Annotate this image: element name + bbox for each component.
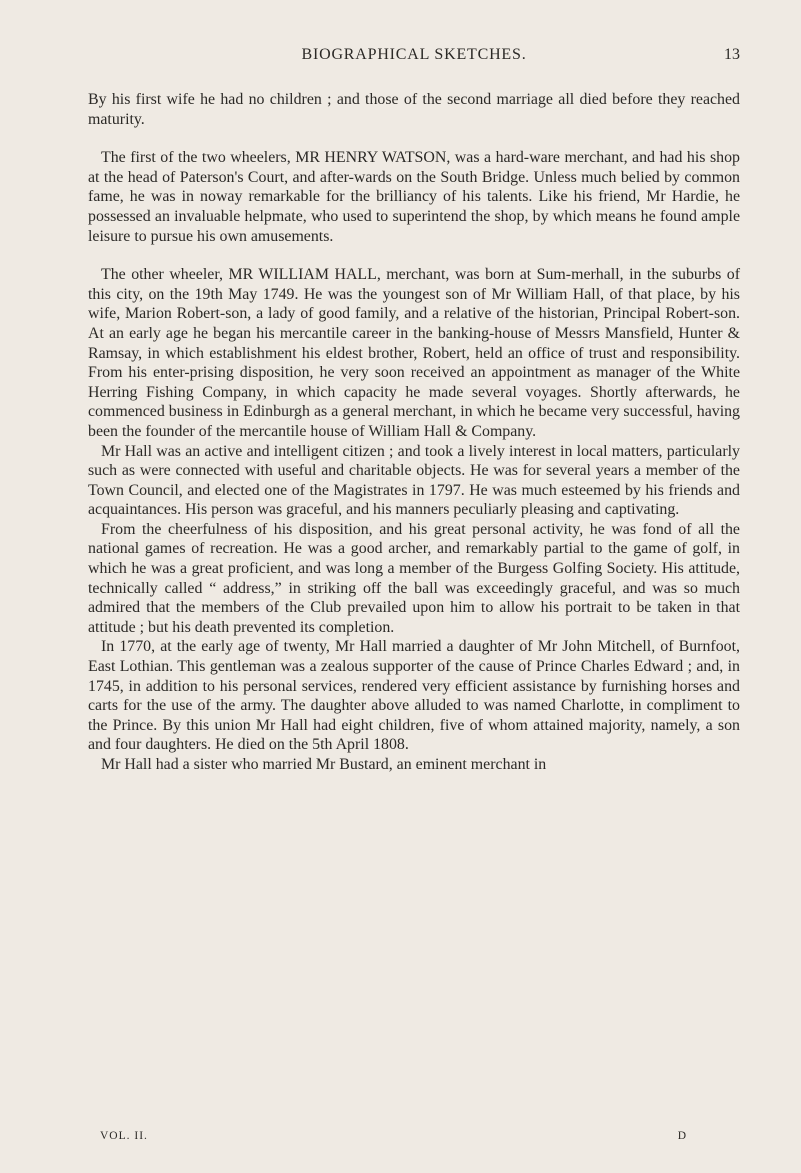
paragraph-3: The other wheeler, MR WILLIAM HALL, merchant, was born at Sum-merhall, in the suburbs of this city, on the 19th May 1749. He was the youngest son of Mr William Hall, of that place, by his wife, Marion Robert-son, a lady of good family, and a relative of the historian, Principal Robert-son. At an early age he began his mercantile career in the banking-house of Messrs Mansfield, Hunter & Ramsay, in which establishment his eldest brother, Robert, held an office of trust and responsibility. From his enter-prising disposition, he very soon received an appointment as manager of the White Herring Fishing Company, in which capacity he made several voyages. Shortly afterwards, he commenced business in Edinburgh as a general merchant, in which he became very successful, having been the founder of the mercantile house of William Hall & Company. bbox=[88, 266, 740, 440]
paragraph-4: Mr Hall was an active and intelligent citizen ; and took a lively interest in local matters, particularly such as were connected with useful and charitable objects. He was for several years a member of the Town Council, and elected one of the Magistrates in 1797. He was much esteemed by his friends and acquaintances. His person was graceful, and his manners peculiarly pleasing and captivating. bbox=[88, 442, 740, 519]
paragraph-6: In 1770, at the early age of twenty, Mr Hall married a daughter of Mr John Mitchell, of Burnfoot, East Lothian. This gentleman was a zealous supporter of the cause of Prince Charles Edward ; and, in 1745, in addition to his personal services, rendered very efficient assistance by furnishing horses and carts for the use of the army. The daughter above alluded to was named Charlotte, in compliment to the Prince. By this union Mr Hall had eight children, five of whom attained majority, namely, a son and four daughters. He died on the 5th April 1808. bbox=[88, 638, 740, 754]
paragraph-5: From the cheerfulness of his disposition, and his great personal activity, he was fond of all the national games of recreation. He was a good archer, and remarkably partial to the game of golf, in which he was a great proficient, and was long a member of the Burgess Golfing Society. His attitude, technically called “ address,” in striking off the ball was exceedingly graceful, and was so much admired that the members of the Club prevailed upon him to allow his portrait to be taken in that attitude ; but his death prevented its completion. bbox=[88, 520, 740, 636]
paragraph-1: By his first wife he had no children ; and those of the second marriage all died before they reached maturity. bbox=[88, 91, 740, 128]
running-title: BIOGRAPHICAL SKETCHES. bbox=[301, 46, 527, 63]
page-number: 13 bbox=[724, 46, 740, 63]
signature-mark: D bbox=[677, 1130, 687, 1142]
paragraph-7: Mr Hall had a sister who married Mr Bustard, an eminent merchant in bbox=[101, 756, 547, 773]
page-footer bbox=[100, 1130, 740, 1146]
volume-label: VOL. II. bbox=[100, 1130, 148, 1142]
page-header bbox=[88, 46, 740, 68]
paragraph-2: The first of the two wheelers, MR HENRY WATSON, was a hard-ware merchant, and had his shop at the head of Paterson's Court, and after-wards on the South Bridge. Unless much belied by common fame, he was in noway remarkable for the brilliancy of his talents. Like his friend, Mr Hardie, he possessed an invaluable helpmate, who used to superintend the shop, by which means he found ample leisure to pursue his own amusements. bbox=[88, 149, 740, 245]
body-text bbox=[88, 90, 740, 775]
